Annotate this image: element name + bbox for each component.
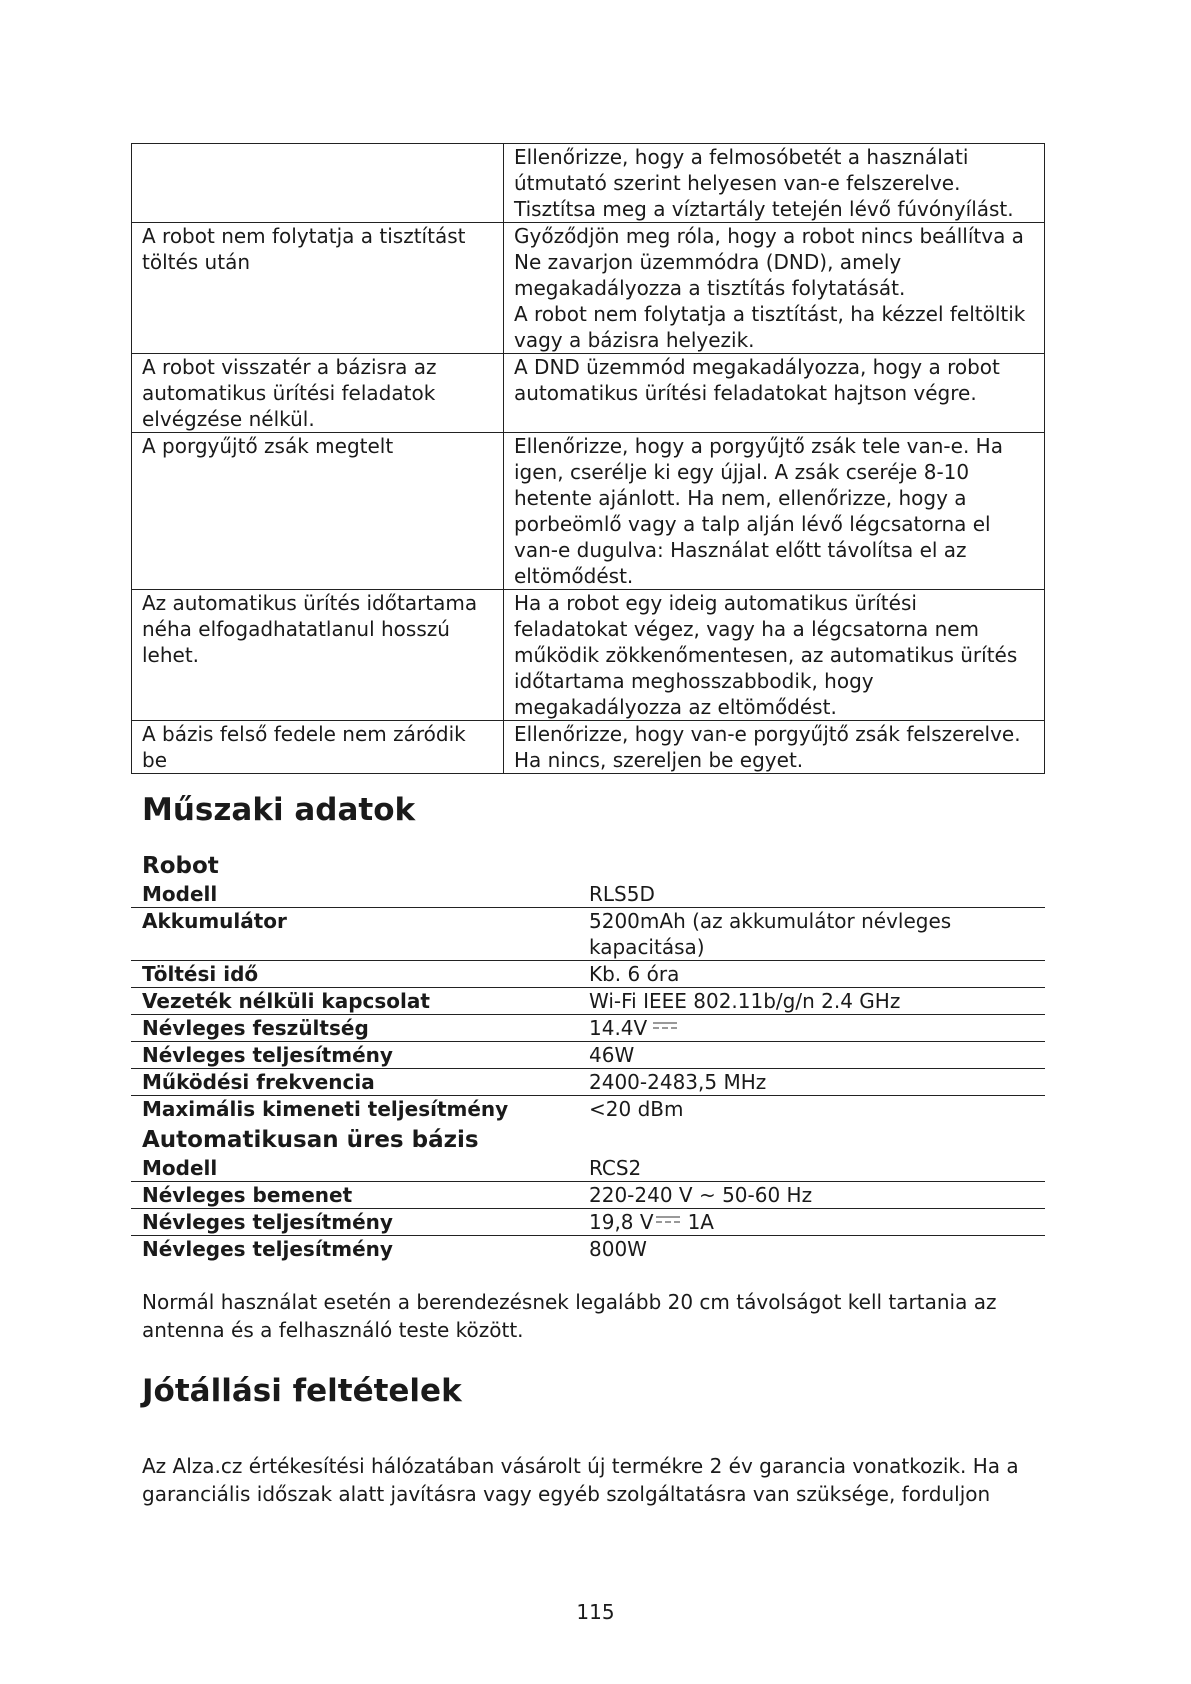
spec-row bbox=[131, 1155, 1045, 1182]
spec-value: RCS2 bbox=[589, 1156, 642, 1180]
warranty-heading: Jótállási feltételek bbox=[142, 1373, 462, 1409]
spec-value: RLS5D bbox=[589, 882, 655, 906]
solution-cell bbox=[504, 354, 1045, 433]
solution-text: Győződjön meg róla, hogy a robot nincs beállítva a Ne zavarjon üzemmódra (DND), amely megakadályozza a tisztítás folytatását. bbox=[514, 224, 1024, 300]
spec-label: Névleges teljesítmény bbox=[142, 1237, 393, 1261]
solution-cell bbox=[504, 223, 1045, 354]
problem-text: A porgyűjtő zsák megtelt bbox=[142, 434, 394, 458]
spec-row bbox=[131, 1069, 1045, 1096]
problem-text: A robot visszatér a bázisra az automatikus ürítési feladatok elvégzése nélkül. bbox=[142, 355, 437, 431]
specs-heading: Műszaki adatok bbox=[142, 792, 416, 828]
problem-cell bbox=[132, 354, 504, 433]
table-row bbox=[132, 144, 1045, 223]
problem-text: A robot nem folytatja a tisztítást töltés után bbox=[142, 224, 466, 274]
voltage-value: 14.4V bbox=[589, 1016, 648, 1040]
spec-row bbox=[131, 908, 1045, 961]
spec-value: 5200mAh (az akkumulátor névleges kapacitása) bbox=[589, 909, 952, 959]
spec-row bbox=[131, 1209, 1045, 1236]
dc-symbol-icon bbox=[653, 1022, 677, 1033]
solution-cell bbox=[504, 721, 1045, 774]
spec-row bbox=[131, 961, 1045, 988]
spec-label: Névleges bemenet bbox=[142, 1183, 353, 1207]
table-row bbox=[132, 433, 1045, 590]
solution-text: Ha a robot egy ideig automatikus ürítési feladatokat végez, vagy ha a légcsatorna nem működik zökkenőmentesen, az automatikus ürítés időtartama meghosszabbodik, hogy megakadályozza az eltömődést. bbox=[514, 591, 1018, 719]
rf-exposure-note: Normál használat esetén a berendezésnek legalább 20 cm távolságot kell tartania az antenna és a felhasználó teste között. bbox=[142, 1290, 997, 1342]
robot-group-title: Robot bbox=[142, 853, 219, 879]
problem-cell bbox=[132, 144, 504, 223]
spec-label: Névleges feszültség bbox=[142, 1016, 369, 1040]
current-value: 1A bbox=[687, 1210, 714, 1234]
spec-value: 800W bbox=[589, 1237, 647, 1261]
spec-label: Névleges teljesítmény bbox=[142, 1043, 393, 1067]
spec-row bbox=[131, 1236, 1045, 1262]
spec-label: Maximális kimeneti teljesítmény bbox=[142, 1097, 509, 1121]
troubleshooting-table bbox=[131, 143, 1045, 774]
solution-cell bbox=[504, 433, 1045, 590]
spec-row bbox=[131, 988, 1045, 1015]
dc-symbol-icon bbox=[656, 1216, 680, 1227]
problem-cell bbox=[132, 590, 504, 721]
spec-label: Akkumulátor bbox=[142, 909, 287, 933]
spec-value: Kb. 6 óra bbox=[589, 962, 680, 986]
problem-text: Az automatikus ürítés időtartama néha elfogadhatatlanul hosszú lehet. bbox=[142, 591, 478, 667]
spec-value: <20 dBm bbox=[589, 1097, 684, 1121]
spec-label: Modell bbox=[142, 1156, 218, 1180]
solution-text: Tisztítsa meg a víztartály tetején lévő fúvónyílást. bbox=[514, 197, 1014, 221]
solution-text: Ellenőrizze, hogy van-e porgyűjtő zsák felszerelve. Ha nincs, szereljen be egyet. bbox=[514, 722, 1021, 772]
spec-label: Modell bbox=[142, 882, 218, 906]
solution-text: Ellenőrizze, hogy a porgyűjtő zsák tele van-e. Ha igen, cserélje ki egy újjal. A zsák cseréje 8-10 hetente ajánlott. Ha nem, ellenőrizze, hogy a porbeömlő vagy a talp alján lévő légcsatorna el van-e dugulva: Használat előtt távolítsa el az eltömődést. bbox=[514, 434, 1003, 588]
spec-row bbox=[131, 1182, 1045, 1209]
spec-value: 2400-2483,5 MHz bbox=[589, 1070, 767, 1094]
voltage-value: 19,8 V bbox=[589, 1210, 654, 1234]
spec-value: 46W bbox=[589, 1043, 635, 1067]
specs-list bbox=[131, 852, 1045, 1262]
problem-cell bbox=[132, 433, 504, 590]
table-row bbox=[132, 354, 1045, 433]
solution-text: A robot nem folytatja a tisztítást, ha kézzel feltöltik vagy a bázisra helyezik. bbox=[514, 302, 1026, 352]
spec-label: Működési frekvencia bbox=[142, 1070, 375, 1094]
solution-text: Ellenőrizze, hogy a felmosóbetét a használati útmutató szerint helyesen van-e felszerelve. bbox=[514, 145, 969, 195]
spec-value bbox=[589, 1209, 1045, 1235]
table-row bbox=[132, 223, 1045, 354]
table-row bbox=[132, 721, 1045, 774]
solution-text: A DND üzemmód megakadályozza, hogy a robot automatikus ürítési feladatokat hajtson végre. bbox=[514, 355, 1000, 405]
solution-cell bbox=[504, 590, 1045, 721]
spec-row bbox=[131, 881, 1045, 908]
spec-label: Névleges teljesítmény bbox=[142, 1210, 393, 1234]
warranty-text: Az Alza.cz értékesítési hálózatában vásárolt új termékre 2 év garancia vonatkozik. Ha a garanciális időszak alatt javításra vagy egyéb szolgáltatásra van szüksége, forduljon bbox=[142, 1454, 1019, 1506]
table-row bbox=[132, 590, 1045, 721]
spec-label: Vezeték nélküli kapcsolat bbox=[142, 989, 430, 1013]
spec-value: Wi-Fi IEEE 802.11b/g/n 2.4 GHz bbox=[589, 989, 901, 1013]
spec-label: Töltési idő bbox=[142, 962, 259, 986]
page-number: 115 bbox=[576, 1600, 615, 1624]
base-group-title: Automatikusan üres bázis bbox=[142, 1127, 479, 1153]
spec-row bbox=[131, 1096, 1045, 1122]
spec-row bbox=[131, 1015, 1045, 1042]
spec-row bbox=[131, 1042, 1045, 1069]
problem-text: A bázis felső fedele nem záródik be bbox=[142, 722, 466, 772]
solution-cell bbox=[504, 144, 1045, 223]
spec-value: 220-240 V ~ 50-60 Hz bbox=[589, 1183, 813, 1207]
problem-cell bbox=[132, 223, 504, 354]
problem-cell bbox=[132, 721, 504, 774]
spec-value bbox=[589, 1015, 1045, 1041]
